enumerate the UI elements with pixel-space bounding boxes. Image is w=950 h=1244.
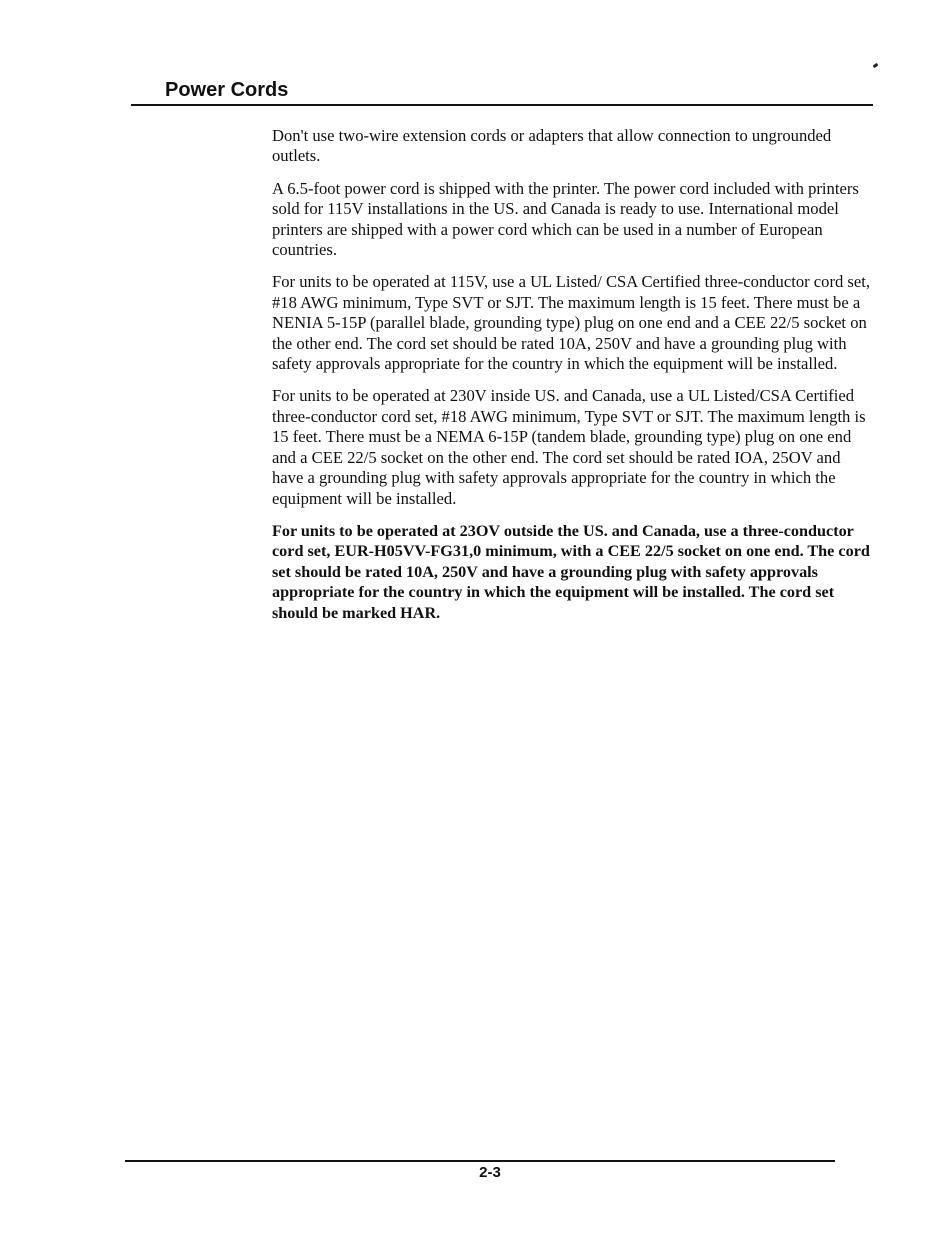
section-title: Power Cords (165, 79, 289, 101)
paragraph-power-cord-shipped: A 6.5-foot power cord is shipped with the printer. The power cord included with printers sold for 115V installations in the US. and Canada is ready to use. International model printers are shipped with a power cord which can be used in a number of European countries. (272, 178, 859, 260)
paragraph-230v-inside-us: For units to be operated at 230V inside US. and Canada, use a UL Listed/CSA Certified three-conductor cord set, #18 AWG minimum, Type SVT or SJT. The maximum length is 15 feet. There must be a NEMA 6-15P (tandem blade, grounding type) plug on one end and a CEE 22/5 socket on the other end. The cord set should be rated IOA, 25OV and have a grounding plug with safety approvals appropriate for the country in which the equipment will be installed. (272, 386, 866, 508)
page-number: 2-3 (479, 1164, 501, 1181)
body-text (272, 126, 872, 635)
paragraph-115v: For units to be operated at 115V, use a UL Listed/ CSA Certified three-conductor cord set, #18 AWG minimum, Type SVT or SJT. The maximum length is 15 feet. There must be a NENIA 5-15P (parallel blade, grounding type) plug on one end and a CEE 22/5 socket on the other end. The cord set should be rated 10A, 250V and have a grounding plug with safety approvals appropriate for the country in which the equipment will be installed. (272, 272, 871, 374)
paragraph-230v-outside-us: For units to be operated at 23OV outside the US. and Canada, use a three-conductor cord set, EUR-H05VV-FG31,0 minimum, with a CEE 22/5 socket on one end. The cord set should be rated 10A, 250V and have a grounding plug with safety approvals appropriate for the country in which the equipment will be installed. The cord set should be marked HAR. (272, 521, 870, 622)
footer-rule (125, 1160, 835, 1162)
scan-speck (873, 63, 879, 68)
title-rule (131, 104, 873, 106)
paragraph-extension-cords: Don't use two-wire extension cords or adapters that allow connection to ungrounded outlets. (272, 126, 832, 166)
